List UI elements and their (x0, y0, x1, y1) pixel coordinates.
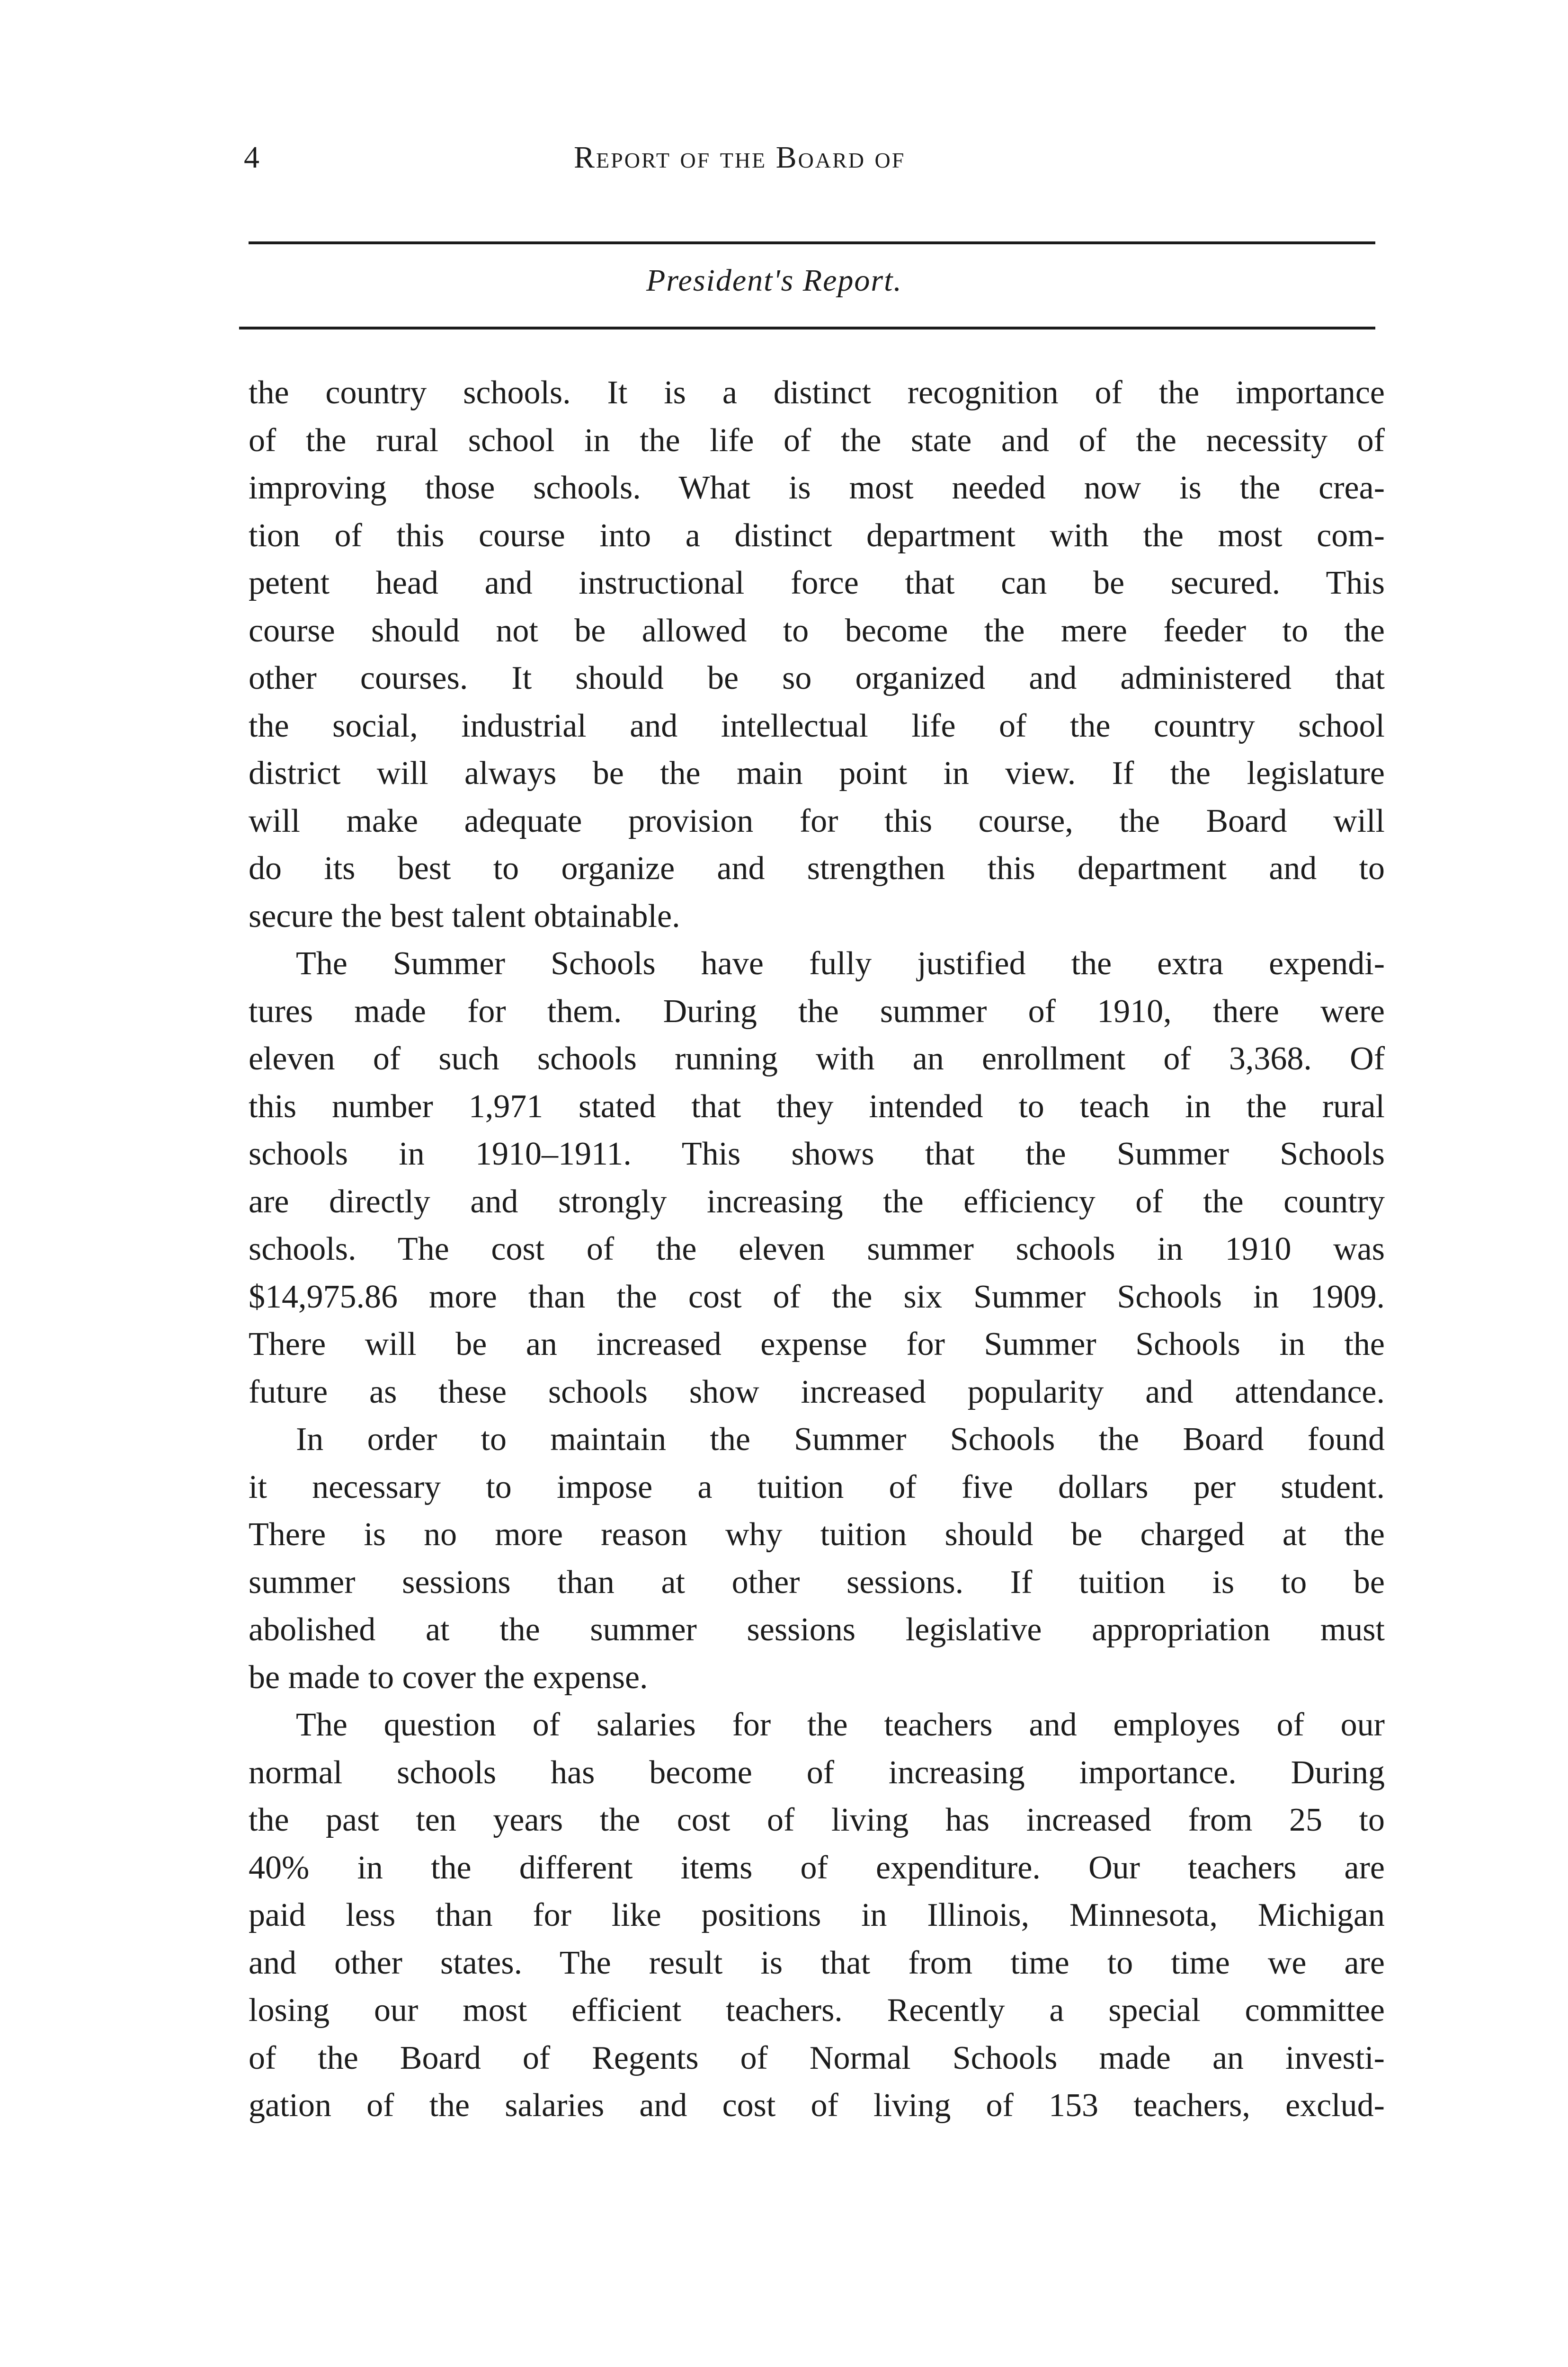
running-head: Report of the Board of (574, 140, 906, 175)
text-line: improving those schools. What is most needed now is the crea- (249, 470, 1385, 506)
text-line: the country schools. It is a distinct recognition of the importance (249, 374, 1385, 411)
text-line: summer sessions than at other sessions. If tuition is to be (249, 1564, 1385, 1601)
text-line: paid less than for like positions in Illinois, Minnesota, Michigan (249, 1897, 1385, 1933)
text-line: of the rural school in the life of the state and of the necessity of (249, 422, 1385, 459)
text-line: gation of the salaries and cost of living of 153 teachers, exclud- (249, 2087, 1385, 2124)
text-line: will make adequate provision for this course, the Board will (249, 802, 1385, 839)
section-heading: President's Report. (646, 263, 902, 298)
text-line: be made to cover the expense. (249, 1659, 648, 1696)
text-line: eleven of such schools running with an enrollment of 3,368. Of (249, 1041, 1385, 1077)
text-line: the social, industrial and intellectual life of the country school (249, 707, 1385, 744)
header-rule-top (249, 241, 1375, 244)
text-line: future as these schools show increased popularity and attendance. (249, 1373, 1385, 1410)
text-line: it necessary to impose a tuition of five dollars per student. (249, 1468, 1385, 1505)
text-line: and other states. The result is that from time to time we are (249, 1944, 1385, 1981)
text-line: of the Board of Regents of Normal Schools made an investi- (249, 2039, 1385, 2076)
text-line: schools in 1910–1911. This shows that the Summer Schools (249, 1136, 1385, 1172)
text-line: tion of this course into a distinct department with the most com- (249, 517, 1385, 554)
text-line: schools. The cost of the eleven summer schools in 1910 was (249, 1231, 1385, 1267)
text-line: $14,975.86 more than the cost of the six Summer Schools in 1909. (249, 1278, 1385, 1315)
page-number: 4 (244, 140, 259, 175)
text-line: There is no more reason why tuition should be charged at the (249, 1516, 1385, 1553)
text-line: 40% in the different items of expenditure. Our teachers are (249, 1849, 1385, 1886)
body-text (249, 369, 1385, 2130)
text-line: the past ten years the cost of living has increased from 25 to (249, 1802, 1385, 1838)
paragraph-start-line: The question of salaries for the teachers and employes of our (296, 1707, 1385, 1743)
text-line: tures made for them. During the summer of 1910, there were (249, 993, 1385, 1030)
header-rule-bottom (239, 327, 1375, 329)
text-line: normal schools has become of increasing importance. During (249, 1754, 1385, 1791)
text-line: this number 1,971 stated that they intended to teach in the rural (249, 1088, 1385, 1125)
paragraph-start-line: The Summer Schools have fully justified the extra expendi- (296, 945, 1385, 982)
text-line: There will be an increased expense for Summer Schools in the (249, 1326, 1385, 1362)
text-line: abolished at the summer sessions legislative appropriation must (249, 1611, 1385, 1648)
text-line: other courses. It should be so organized and administered that (249, 660, 1385, 696)
text-line: losing our most efficient teachers. Recently a special committee (249, 1992, 1385, 2029)
text-line: district will always be the main point in view. If the legislature (249, 755, 1385, 792)
text-line: secure the best talent obtainable. (249, 898, 680, 934)
text-line: course should not be allowed to become the mere feeder to the (249, 612, 1385, 649)
text-line: petent head and instructional force that can be secured. This (249, 565, 1385, 601)
text-line: are directly and strongly increasing the efficiency of the country (249, 1183, 1385, 1220)
text-line: do its best to organize and strengthen this department and to (249, 850, 1385, 887)
paragraph-start-line: In order to maintain the Summer Schools the Board found (296, 1421, 1385, 1458)
